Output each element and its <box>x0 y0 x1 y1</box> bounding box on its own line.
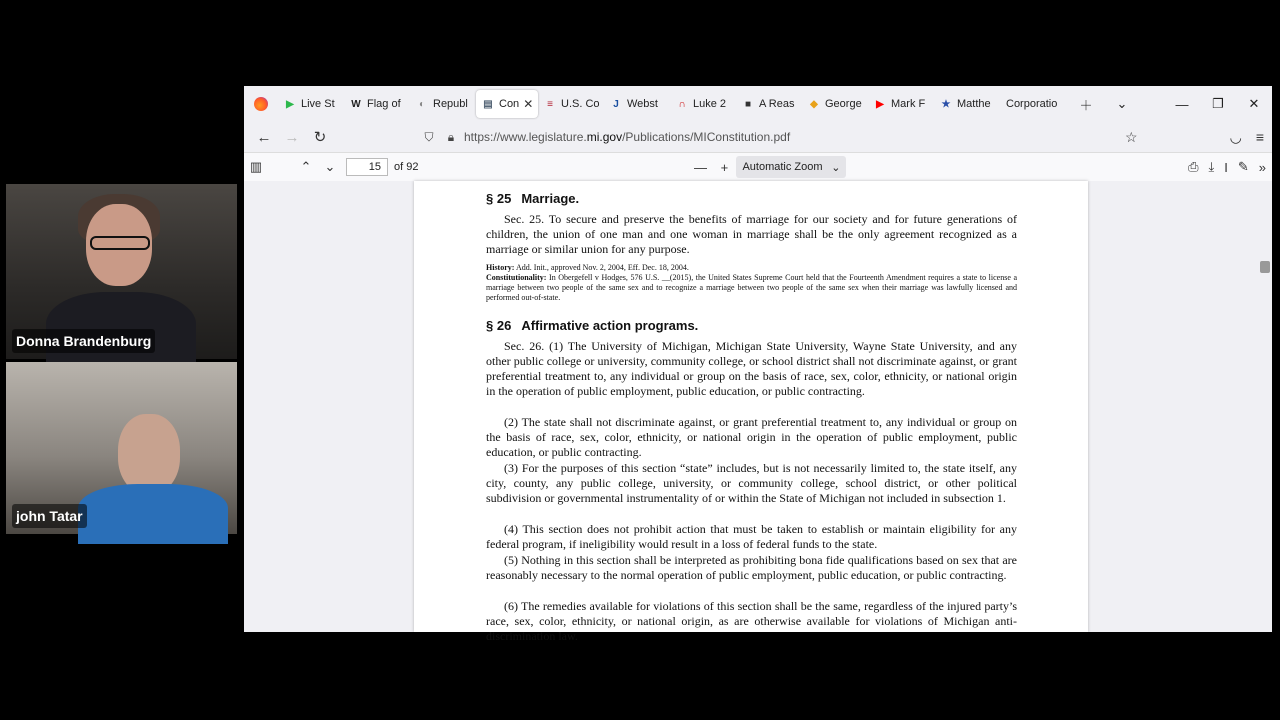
lock-icon[interactable]: 🔒︎ <box>447 129 455 144</box>
reload-icon[interactable]: ↻ <box>313 129 327 146</box>
section-paragraph: (6) The remedies available for violations of this section shall be the same, regardless of the injured party’s race, sex, color, ethnicity, or national origin, as are otherwise available for violations of Michigan anti-discrimination law. <box>486 599 1017 643</box>
shield-icon[interactable]: ⛉ <box>424 129 434 144</box>
close-tab-icon[interactable]: ✕ <box>523 97 534 111</box>
section-symbol: § 26 <box>486 318 512 333</box>
scrollbar-thumb[interactable] <box>1260 261 1270 273</box>
firefox-icon[interactable] <box>254 97 268 111</box>
tab-label: Flag of <box>367 98 401 110</box>
draw-tool-icon[interactable]: ✎ <box>1237 159 1249 174</box>
pdf-tools <box>1188 153 1266 181</box>
participant-video-donna[interactable] <box>6 184 237 359</box>
url-host: mi.gov <box>586 130 623 144</box>
chevron-down-icon: ⌄ <box>831 161 841 174</box>
tab-label: Corporatio <box>1006 98 1058 110</box>
youtube-icon: ▶ <box>876 98 884 110</box>
list-all-tabs-icon[interactable]: ⌄ <box>1116 96 1128 111</box>
tab-2[interactable] <box>410 90 476 118</box>
text-tool-icon[interactable]: I <box>1224 159 1228 175</box>
participant-name-label: Donna Brandenburg <box>12 329 155 353</box>
forward-icon[interactable]: → <box>284 128 300 146</box>
back-icon[interactable]: ← <box>256 128 272 146</box>
glasses-shape <box>90 236 150 250</box>
url-path: /Publications/MIConstitution.pdf <box>622 130 791 144</box>
constitutionality-label: Constitutionality: <box>486 273 547 282</box>
more-tools-icon[interactable]: » <box>1258 159 1266 175</box>
tab-8[interactable] <box>802 90 868 118</box>
new-tab-icon[interactable]: ＋ <box>1079 97 1093 113</box>
globe-icon: ◐ <box>418 98 426 110</box>
tab-label: George <box>825 98 862 110</box>
section-paragraph: (5) Nothing in this section shall be interpreted as prohibiting bona fide qualifications based on sex that are reasonably necessary to the normal operation of public employment, public education, or public contracting. <box>486 553 1017 582</box>
url-prefix: https://www.legislature. <box>464 130 587 144</box>
flame-icon: ◆ <box>810 98 818 110</box>
constitutionality-note <box>486 273 1017 303</box>
print-icon[interactable]: ⎙ <box>1188 159 1199 174</box>
pdf-page <box>414 181 1088 643</box>
star-icon: ★ <box>941 98 951 110</box>
pdf-toolbar <box>244 152 1272 182</box>
page-number-input[interactable]: 15 <box>346 158 388 176</box>
history-label: History: <box>486 263 515 272</box>
close-window-icon[interactable]: ✕ <box>1248 96 1260 111</box>
flag-icon: ≡ <box>547 98 553 110</box>
tab-4[interactable] <box>538 90 604 118</box>
cube-icon: ■ <box>744 98 752 110</box>
participant-face <box>118 414 180 494</box>
tab-list <box>278 90 1072 118</box>
tab-label: Luke 2 <box>693 98 727 110</box>
page-count: of 92 <box>394 161 419 173</box>
tab-label: Con <box>499 98 520 110</box>
arc-icon: ∩ <box>678 98 686 110</box>
section-paragraph: Sec. 26. (1) The University of Michigan, Michigan State University, Wayne State University, and any other public college or university, community college, or school district shall not discriminate against, or grant preferential treatment to, any individual or group on the basis of race, sex, color, ethnicity, or national origin in the operation of public employment, public education, or public contracting. <box>486 339 1017 398</box>
tab-1[interactable] <box>344 90 410 118</box>
tab-5[interactable] <box>604 90 670 118</box>
tab-label: Mark F <box>891 98 926 110</box>
save-icon[interactable]: ⤓ <box>1208 159 1215 174</box>
section-paragraph: (2) The state shall not discriminate against, or grant preferential treatment to, any individual or group on the basis of race, sex, color, ethnicity, or national origin in the operation of public employment, public education, or public contracting. <box>486 415 1017 459</box>
restore-icon[interactable]: ❐ <box>1212 96 1224 111</box>
section-paragraph: (3) For the purposes of this section “state” includes, but is not necessarily limited to, the state itself, any city, county, any public college, university, or community college, school district, or other political subdivision or governmental instrumentality of or within the State of Michigan not included in subsection 1. <box>486 461 1017 505</box>
tab-bar <box>244 86 1272 122</box>
nav-right-tools <box>1125 122 1264 152</box>
tab-7[interactable] <box>736 90 802 118</box>
section-symbol: § 25 <box>486 191 512 206</box>
tab-0[interactable] <box>278 90 344 118</box>
tab-label: Live St <box>301 98 335 110</box>
section-paragraph: (4) This section does not prohibit action that must be taken to establish or maintain eligibility for any federal program, if ineligibility would result in a loss of federal funds to the state. <box>486 522 1017 551</box>
scrollbar[interactable] <box>1258 181 1272 632</box>
history-note <box>486 263 1017 273</box>
next-page-icon[interactable]: ⌄ <box>324 159 336 174</box>
previous-page-icon[interactable]: ⌃ <box>300 159 312 174</box>
tab-label: A Reas <box>759 98 795 110</box>
tab-label: Republ <box>433 98 468 110</box>
tab-6[interactable] <box>670 90 736 118</box>
j-icon: J <box>613 98 619 110</box>
pdf-viewer[interactable] <box>244 181 1272 643</box>
window-controls <box>1068 86 1272 122</box>
zoom-in-icon[interactable]: + <box>720 159 729 175</box>
participant-body <box>78 484 228 544</box>
section-title: Affirmative action programs. <box>521 318 699 333</box>
menu-icon[interactable]: ≡ <box>1255 129 1264 145</box>
tab-11[interactable] <box>1000 90 1072 118</box>
tab-label: Webst <box>627 98 658 110</box>
tab-label: U.S. Co <box>561 98 600 110</box>
play-icon: ▶ <box>286 98 294 110</box>
participant-video-john[interactable] <box>6 362 237 534</box>
minimize-icon[interactable]: — <box>1175 96 1189 112</box>
pocket-icon[interactable]: ◡ <box>1229 128 1242 145</box>
tab-9[interactable] <box>868 90 934 118</box>
navigation-bar <box>244 122 1272 152</box>
zoom-select[interactable] <box>736 156 846 178</box>
history-text: Add. Init., approved Nov. 2, 2004, Eff. Dec. 18, 2004. <box>516 263 689 272</box>
tab-3[interactable] <box>476 90 538 118</box>
browser-window <box>244 86 1272 643</box>
wikipedia-icon: W <box>351 98 361 110</box>
tab-label: Matthe <box>957 98 991 110</box>
section-heading <box>486 318 1017 333</box>
bookmark-star-icon[interactable]: ☆ <box>1125 128 1138 145</box>
section-heading <box>486 191 1017 206</box>
url-bar[interactable] <box>420 124 1120 150</box>
sidebar-toggle-icon[interactable]: ▥ <box>249 159 263 174</box>
section-paragraph: Sec. 25. To secure and preserve the benefits of marriage for our society and for future generations of children, the union of one man and one woman in marriage shall be the only agreement recognized as a marriage or similar union for any purpose. <box>486 212 1017 256</box>
tab-10[interactable] <box>934 90 1000 118</box>
constitutionality-text: In Obergefell v Hodges, 576 U.S. __(2015), the United States Supreme Court held that the Fourteenth Amendment requires a state to license a marriage between two people of the same sex and to recognize a marriage between two people of the same sex when their marriage was lawfully licensed and performed out-of-state. <box>486 273 1017 302</box>
section-title: Marriage. <box>521 191 580 206</box>
document-icon: ▤ <box>483 98 493 110</box>
zoom-select-value: Automatic Zoom <box>742 161 823 173</box>
zoom-out-icon[interactable]: — <box>693 159 707 175</box>
participant-name-label: john Tatar <box>12 504 87 528</box>
